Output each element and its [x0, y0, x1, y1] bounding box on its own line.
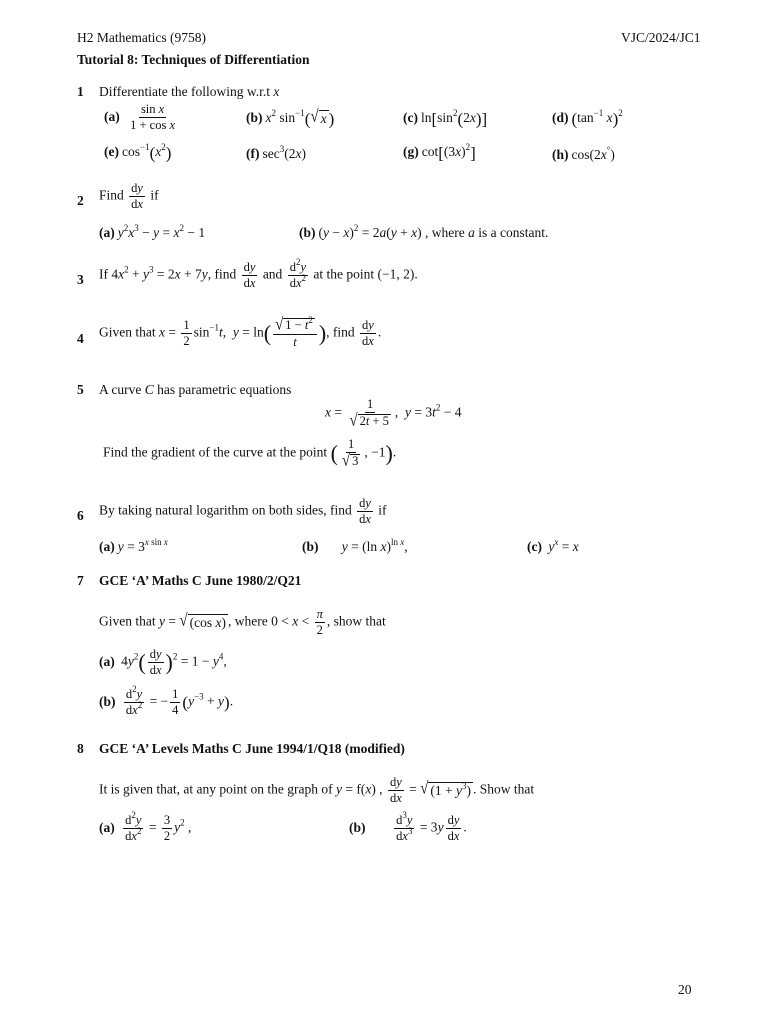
- q5-equations: x = 1 √ 2t + 5 , $y = 3t^2 - 4$: [325, 397, 462, 431]
- q1h: (h) cos(2x°): [552, 145, 615, 162]
- q2b: (b) $(y - x)^2 = 2a(y + x)$ , where a is a constant.: [299, 223, 549, 240]
- question-4-text: Given that x = $\frac{1}{2}$ $\sin^{-1}t$, y = ln( √ $1 - t^2$ t ), find $\frac{dy}{dx}$ .: [99, 315, 382, 349]
- q7b: (b) $\frac{d^2y}{dx^2}$ = − $\frac{1}{4}$ $(y^{-3} + y)$.: [99, 684, 234, 718]
- question-8-title: GCE ‘A’ Levels Maths C June 1994/1/Q18 (modified): [99, 741, 405, 756]
- question-number: 7: [77, 573, 84, 588]
- q5-find: Find the gradient of the curve at the point ( 1 √ 3 , −1).: [103, 437, 397, 471]
- q6c: (c) $y^x = x$: [527, 537, 579, 554]
- page-number: 20: [678, 982, 692, 997]
- question-2-text: Find $\frac{dy}{dx}$ if: [99, 181, 159, 212]
- q1d: (d) ($\tan^{-1}$ x)$^2$: [552, 108, 623, 129]
- question-8-text: It is given that, at any point on the graph of y = f(x) , $\frac{dy}{dx}$ = √ $(1 + y^3)$ . Show that: [99, 775, 535, 806]
- question-3-text: If $4x^2 + y^3 = 2x + 7y$, find $\frac{dy}{dx}$ and $\frac{d^2y}{dx^2}$ at the point (−1, 2).: [99, 257, 418, 291]
- q6a: (a) $y = 3^{x sin x}$: [99, 537, 168, 554]
- q1c: (c) $\ln[\sin^2(2x)]$: [403, 108, 488, 129]
- question-6-text: By taking natural logarithm on both sides, find $\frac{dy}{dx}$ if: [99, 496, 387, 527]
- q8b: (b) $\frac{d^3y}{dx^3}$ = 3y $\frac{dy}{dx}$ .: [349, 810, 467, 844]
- header-course: H2 Mathematics (9758): [77, 30, 206, 45]
- question-number: 1: [77, 84, 84, 99]
- q1e: (e) $\cos^{-1}(x^2)$: [104, 142, 172, 163]
- q1f: (f) $\sec^3(2x)$: [246, 144, 306, 161]
- q1a: (a) $\frac{\text{sin x}}{\text{1 + cos x}}$: [104, 102, 176, 133]
- header-code: VJC/2024/JC1: [621, 30, 701, 45]
- page-title: Tutorial 8: Techniques of Differentiation: [77, 52, 310, 67]
- q2a: (a) $y^2x^3 - y = x^2 - 1$: [99, 223, 206, 240]
- q1g: (g) $\cot[(3x)^2]$: [403, 142, 476, 163]
- q8a: (a) $\frac{d^2y}{dx^2}$ = $\frac{3}{2}$ $y^2$ ,: [99, 810, 192, 844]
- question-number: 4: [77, 331, 84, 346]
- question-5-text: A curve C has parametric equations: [99, 382, 292, 397]
- question-7-text: Given that y = √ (cos x) , where 0 < x < $\frac{\pi}{2}$ , show that: [99, 607, 386, 638]
- question-number: 8: [77, 741, 84, 756]
- q1b: (b) $x^2$ $\sin^{-1}$( √ x ): [246, 107, 335, 129]
- q6b: (b) y = (ln x)$^{ln x}$,: [302, 537, 408, 554]
- question-7-title: GCE ‘A’ Maths C June 1980/2/Q21: [99, 573, 302, 588]
- question-number: 6: [77, 508, 84, 523]
- question-number: 2: [77, 193, 84, 208]
- question-number: 5: [77, 382, 84, 397]
- q7a: (a) $4y^2$( $\frac{dy}{dx}$ )$^2 = 1 - y^4$,: [99, 647, 227, 678]
- question-1-text: Differentiate the following w.r.t x: [99, 84, 280, 99]
- question-number: 3: [77, 272, 84, 287]
